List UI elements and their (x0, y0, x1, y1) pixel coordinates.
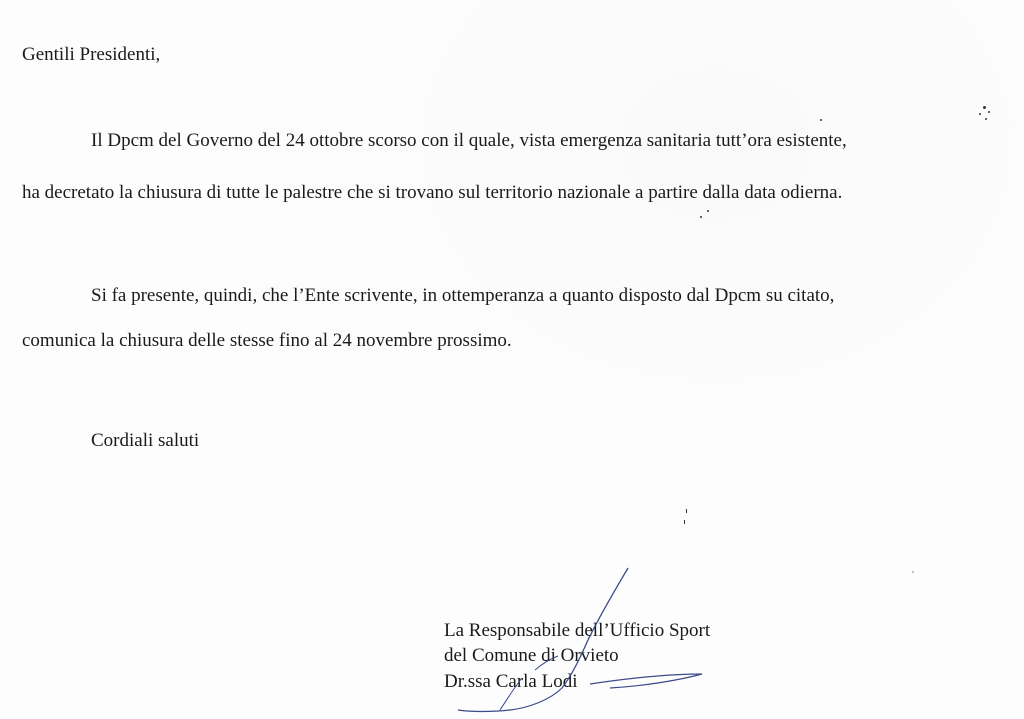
letter-greeting: Gentili Presidenti, (22, 44, 161, 65)
signatory-name: Dr.ssa Carla Lodi (444, 671, 578, 692)
paragraph-1-line-2: ha decretato la chiusura di tutte le palestre che si trovano sul territorio nazionale a partire dalla data odierna. (22, 182, 843, 203)
scan-speck (988, 111, 990, 113)
scan-speck (686, 509, 687, 513)
scan-speck (684, 520, 685, 524)
handwritten-signature (440, 560, 740, 719)
signatory-title: La Responsabile dell’Ufficio Sport (444, 620, 711, 641)
scan-speck (912, 571, 914, 573)
scan-speck (820, 119, 822, 121)
letter-closing: Cordiali saluti (91, 430, 200, 451)
scan-speck (707, 210, 709, 212)
scan-speck (700, 216, 702, 218)
scan-speck (979, 113, 981, 115)
scan-speck (985, 118, 987, 120)
paragraph-1-line-1: Il Dpcm del Governo del 24 ottobre scorso con il quale, vista emergenza sanitaria tutt’ora esistente, (91, 130, 847, 151)
scan-speck (983, 106, 986, 109)
paragraph-2-line-2: comunica la chiusura delle stesse fino al 24 novembre prossimo. (22, 330, 512, 351)
paragraph-2-line-1: Si fa presente, quindi, che l’Ente scrivente, in ottemperanza a quanto disposto dal Dpcm su citato, (91, 285, 835, 306)
signatory-office: del Comune di Orvieto (444, 645, 619, 666)
